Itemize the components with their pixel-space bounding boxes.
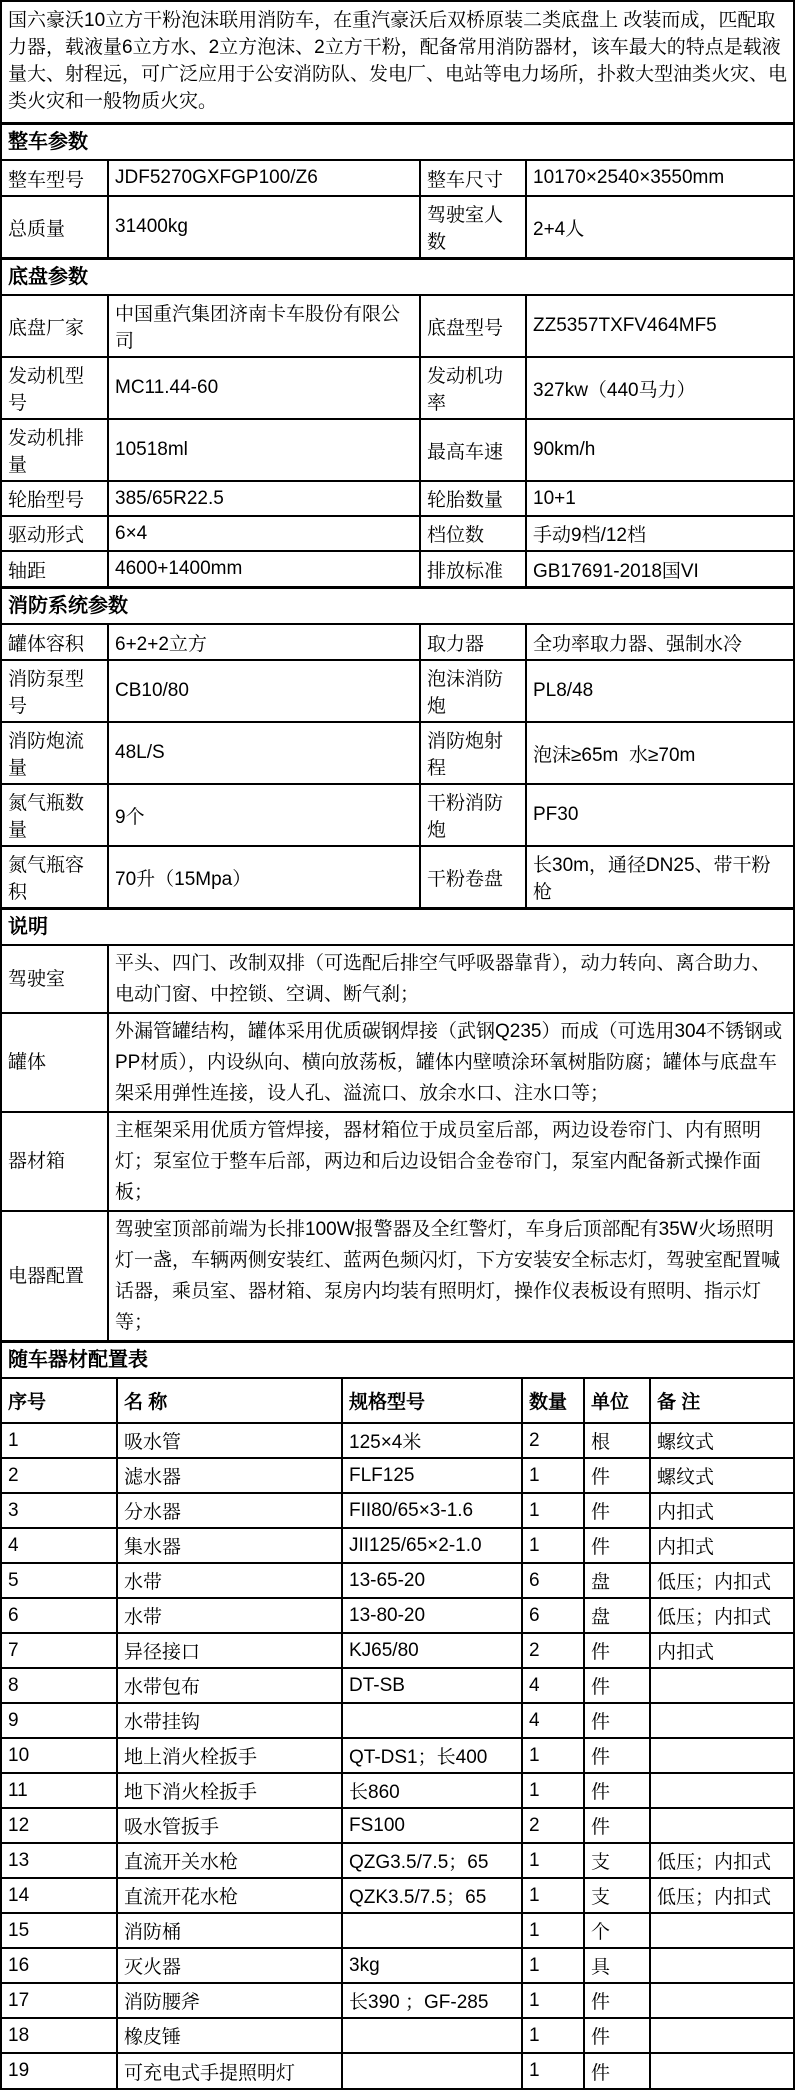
note-content: 驾驶室顶部前端为长排100W报警器及全红警灯，车身后顶部配有35W火场照明灯一盏，车辆两侧安装红、蓝两色频闪灯，下方安装安全标志灯，驾驶室配置喊话器，乘员室、器材箱、泵房内均装有照明灯，操作仪表板设有照明、指示灯等； — [108, 1211, 793, 1340]
equip-spec: DT-SB — [342, 1668, 522, 1703]
table-row — [2, 1668, 793, 1703]
param-label: 氮气瓶容积 — [2, 846, 108, 907]
equip-name: 水带包布 — [117, 1668, 342, 1703]
note-content: 平头、四门、改制双排（可选配后排空气呼吸器靠背），动力转向、离合助力、电动门窗、中控锁、空调、断气刹； — [108, 946, 793, 1013]
equip-index: 14 — [2, 1878, 117, 1913]
equip-index: 8 — [2, 1668, 117, 1703]
note-content: 主框架采用优质方管焊接，器材箱位于成员室后部，两边设卷帘门、内有照明灯；泵室位于整车后部，两边和后边设铝合金卷帘门，泵室内配备新式操作面板； — [108, 1112, 793, 1211]
equip-spec: QZK3.5/7.5；65 — [342, 1878, 522, 1913]
table-row — [2, 1493, 793, 1528]
equip-unit: 件 — [584, 1668, 650, 1703]
equip-qty: 4 — [522, 1668, 584, 1703]
note-label: 电器配置 — [2, 1211, 108, 1340]
equip-spec: 长860 — [342, 1773, 522, 1808]
param-value: MC11.44-60 — [108, 357, 420, 419]
table-row — [2, 516, 793, 551]
equip-name: 水带挂钩 — [117, 1703, 342, 1738]
col-header-spec: 规格型号 — [342, 1379, 522, 1423]
equip-unit: 件 — [584, 2053, 650, 2088]
equip-index: 17 — [2, 1983, 117, 2018]
equip-qty: 1 — [522, 1843, 584, 1878]
section-title-notes: 说明 — [2, 907, 793, 946]
table-row — [2, 946, 793, 1013]
param-value: 长30m，通径DN25、带干粉枪 — [526, 846, 793, 907]
equip-unit: 件 — [584, 2018, 650, 2053]
equip-unit: 件 — [584, 1738, 650, 1773]
equip-unit: 具 — [584, 1948, 650, 1983]
equip-name: 滤水器 — [117, 1458, 342, 1493]
param-label: 发动机排量 — [2, 419, 108, 481]
equip-spec: 125×4米 — [342, 1423, 522, 1458]
param-value: 中国重汽集团济南卡车股份有限公司 — [108, 296, 420, 357]
param-label: 排放标准 — [420, 551, 526, 586]
param-value: 手动9档/12档 — [526, 516, 793, 551]
equip-spec: JII125/65×2-1.0 — [342, 1528, 522, 1563]
equip-index: 15 — [2, 1913, 117, 1948]
equip-remark: 内扣式 — [650, 1493, 793, 1528]
table-row — [2, 1843, 793, 1878]
equip-name: 直流开花水枪 — [117, 1878, 342, 1913]
table-row — [2, 660, 793, 722]
equip-spec: KJ65/80 — [342, 1633, 522, 1668]
param-label: 氮气瓶数量 — [2, 784, 108, 846]
equip-spec: FII80/65×3-1.6 — [342, 1493, 522, 1528]
equip-qty: 1 — [522, 1493, 584, 1528]
equip-spec: QT-DS1；长400 — [342, 1738, 522, 1773]
equip-spec — [342, 1913, 522, 1948]
equip-name: 直流开关水枪 — [117, 1843, 342, 1878]
param-label: 干粉消防炮 — [420, 784, 526, 846]
param-value: 9个 — [108, 784, 420, 846]
param-label: 驱动形式 — [2, 516, 108, 551]
note-label: 驾驶室 — [2, 946, 108, 1013]
equip-remark: 低压；内扣式 — [650, 1878, 793, 1913]
param-label: 整车尺寸 — [420, 161, 526, 196]
param-value: JDF5270GXFGP100/Z6 — [108, 161, 420, 196]
param-label: 最高车速 — [420, 419, 526, 481]
param-label: 泡沫消防炮 — [420, 660, 526, 722]
param-value: CB10/80 — [108, 660, 420, 722]
param-label: 轴距 — [2, 551, 108, 586]
equip-spec: 13-80-20 — [342, 1598, 522, 1633]
col-header-name: 名 称 — [117, 1379, 342, 1423]
equip-remark — [650, 1668, 793, 1703]
equip-qty: 6 — [522, 1598, 584, 1633]
equip-remark — [650, 1983, 793, 2018]
equip-name: 集水器 — [117, 1528, 342, 1563]
table-row — [2, 625, 793, 660]
equip-index: 18 — [2, 2018, 117, 2053]
section-title-chassis-params: 底盘参数 — [2, 257, 793, 296]
section-title-vehicle-params: 整车参数 — [2, 122, 793, 161]
equip-remark — [650, 1948, 793, 1983]
table-row — [2, 161, 793, 196]
equip-unit: 件 — [584, 1808, 650, 1843]
equip-remark: 低压；内扣式 — [650, 1563, 793, 1598]
param-label: 消防炮射程 — [420, 722, 526, 784]
equip-name: 分水器 — [117, 1493, 342, 1528]
equip-index: 1 — [2, 1423, 117, 1458]
param-label: 底盘型号 — [420, 296, 526, 357]
col-header-remark: 备 注 — [650, 1379, 793, 1423]
equip-remark: 内扣式 — [650, 1528, 793, 1563]
equip-qty: 2 — [522, 1423, 584, 1458]
table-row — [2, 1013, 793, 1112]
table-row — [2, 1458, 793, 1493]
equip-unit: 支 — [584, 1878, 650, 1913]
table-row — [2, 1211, 793, 1340]
equip-remark — [650, 1808, 793, 1843]
equip-remark: 内扣式 — [650, 1633, 793, 1668]
note-label: 器材箱 — [2, 1112, 108, 1211]
param-label: 干粉卷盘 — [420, 846, 526, 907]
table-row — [2, 722, 793, 784]
param-label: 发动机功率 — [420, 357, 526, 419]
table-row — [2, 1598, 793, 1633]
equip-unit: 盘 — [584, 1563, 650, 1598]
equip-index: 9 — [2, 1703, 117, 1738]
param-value: 90km/h — [526, 419, 793, 481]
table-row — [2, 1913, 793, 1948]
param-value: 6+2+2立方 — [108, 625, 420, 660]
table-row — [2, 1703, 793, 1738]
equip-spec — [342, 2053, 522, 2088]
table-row — [2, 1563, 793, 1598]
equip-spec — [342, 2018, 522, 2053]
param-value: PF30 — [526, 784, 793, 846]
equip-qty: 1 — [522, 1948, 584, 1983]
param-value: 31400kg — [108, 196, 420, 257]
param-label: 罐体容积 — [2, 625, 108, 660]
equip-name: 吸水管扳手 — [117, 1808, 342, 1843]
equip-spec: QZG3.5/7.5；65 — [342, 1843, 522, 1878]
equip-remark: 低压；内扣式 — [650, 1843, 793, 1878]
equip-remark — [650, 1703, 793, 1738]
equip-name: 消防桶 — [117, 1913, 342, 1948]
equip-remark: 低压；内扣式 — [650, 1598, 793, 1633]
equip-qty: 1 — [522, 1773, 584, 1808]
fire-system-params-table — [2, 625, 793, 907]
equip-unit: 件 — [584, 1458, 650, 1493]
equip-name: 吸水管 — [117, 1423, 342, 1458]
vehicle-params-table — [2, 161, 793, 257]
equip-spec: 3kg — [342, 1948, 522, 1983]
table-row — [2, 1738, 793, 1773]
section-title-equipment-list: 随车器材配置表 — [2, 1340, 793, 1379]
equip-qty: 1 — [522, 1878, 584, 1913]
equip-spec — [342, 1703, 522, 1738]
equip-spec: FLF125 — [342, 1458, 522, 1493]
param-label: 档位数 — [420, 516, 526, 551]
table-row — [2, 2018, 793, 2053]
equip-qty: 6 — [522, 1563, 584, 1598]
equip-spec: FS100 — [342, 1808, 522, 1843]
equip-unit: 件 — [584, 1493, 650, 1528]
equip-qty: 1 — [522, 1913, 584, 1948]
equip-index: 3 — [2, 1493, 117, 1528]
table-row — [2, 2053, 793, 2088]
param-value: PL8/48 — [526, 660, 793, 722]
equip-qty: 1 — [522, 1738, 584, 1773]
param-label: 整车型号 — [2, 161, 108, 196]
equip-unit: 件 — [584, 1703, 650, 1738]
equip-index: 4 — [2, 1528, 117, 1563]
param-value: 泡沫≥65m 水≥70m — [526, 722, 793, 784]
param-value: 10518ml — [108, 419, 420, 481]
param-label: 驾驶室人数 — [420, 196, 526, 257]
equip-index: 19 — [2, 2053, 117, 2088]
equip-name: 地上消火栓扳手 — [117, 1738, 342, 1773]
param-label: 总质量 — [2, 196, 108, 257]
equip-qty: 2 — [522, 1808, 584, 1843]
table-row — [2, 1633, 793, 1668]
param-value: 2+4人 — [526, 196, 793, 257]
equip-name: 灭火器 — [117, 1948, 342, 1983]
chassis-params-table — [2, 296, 793, 586]
equip-qty: 1 — [522, 1458, 584, 1493]
section-title-fire-system-params: 消防系统参数 — [2, 586, 793, 625]
table-row — [2, 1983, 793, 2018]
param-value: 10+1 — [526, 481, 793, 516]
param-value: ZZ5357TXFV464MF5 — [526, 296, 793, 357]
equip-remark: 螺纹式 — [650, 1423, 793, 1458]
table-row — [2, 846, 793, 907]
param-label: 轮胎型号 — [2, 481, 108, 516]
col-header-qty: 数量 — [522, 1379, 584, 1423]
col-header-index: 序号 — [2, 1379, 117, 1423]
equip-index: 10 — [2, 1738, 117, 1773]
equip-unit: 件 — [584, 1983, 650, 2018]
equip-name: 可充电式手提照明灯 — [117, 2053, 342, 2088]
param-value: 10170×2540×3550mm — [526, 161, 793, 196]
equip-remark — [650, 2018, 793, 2053]
table-row — [2, 481, 793, 516]
param-label: 轮胎数量 — [420, 481, 526, 516]
equip-name: 异径接口 — [117, 1633, 342, 1668]
notes-table — [2, 946, 793, 1340]
equip-qty: 4 — [522, 1703, 584, 1738]
table-row — [2, 1808, 793, 1843]
param-value: 327kw（440马力） — [526, 357, 793, 419]
equip-name: 水带 — [117, 1598, 342, 1633]
equip-index: 2 — [2, 1458, 117, 1493]
equip-index: 11 — [2, 1773, 117, 1808]
equip-unit: 盘 — [584, 1598, 650, 1633]
table-row — [2, 1528, 793, 1563]
equip-spec: 13-65-20 — [342, 1563, 522, 1598]
equip-remark — [650, 1738, 793, 1773]
equip-name: 消防腰斧 — [117, 1983, 342, 2018]
equip-unit: 件 — [584, 1773, 650, 1808]
equip-qty: 1 — [522, 1983, 584, 2018]
equip-spec: 长390 ；GF-285 — [342, 1983, 522, 2018]
table-row — [2, 357, 793, 419]
param-value: 4600+1400mm — [108, 551, 420, 586]
col-header-unit: 单位 — [584, 1379, 650, 1423]
equip-unit: 件 — [584, 1528, 650, 1563]
equip-unit: 个 — [584, 1913, 650, 1948]
equip-index: 6 — [2, 1598, 117, 1633]
equip-qty: 1 — [522, 2018, 584, 2053]
equipment-header-row — [2, 1379, 793, 1423]
equip-name: 水带 — [117, 1563, 342, 1598]
equip-index: 12 — [2, 1808, 117, 1843]
equip-index: 13 — [2, 1843, 117, 1878]
table-row — [2, 1423, 793, 1458]
table-row — [2, 1948, 793, 1983]
equip-index: 7 — [2, 1633, 117, 1668]
table-row — [2, 551, 793, 586]
intro-paragraph: 国六豪沃10立方干粉泡沫联用消防车，在重汽豪沃后双桥原装二类底盘上 改装而成，匹配取力器，载液量6立方水、2立方泡沫、2立方干粉，配备常用消防器材，该车最大的特点是载液量大、射程远，可广泛应用于公安消防队、发电厂、电站等电力场所，扑救大型油类火灾、电类火灾和一般物质火灾。 — [8, 10, 788, 112]
param-value: 全功率取力器、强制水冷 — [526, 625, 793, 660]
equip-unit: 支 — [584, 1843, 650, 1878]
param-value: 385/65R22.5 — [108, 481, 420, 516]
table-row — [2, 419, 793, 481]
table-row — [2, 296, 793, 357]
param-value: 6×4 — [108, 516, 420, 551]
equip-qty: 1 — [522, 1528, 584, 1563]
equip-name: 地下消火栓扳手 — [117, 1773, 342, 1808]
param-label: 取力器 — [420, 625, 526, 660]
equip-index: 5 — [2, 1563, 117, 1598]
param-value: 48L/S — [108, 722, 420, 784]
param-label: 消防泵型号 — [2, 660, 108, 722]
table-row — [2, 196, 793, 257]
equip-unit: 件 — [584, 1633, 650, 1668]
equip-remark — [650, 1913, 793, 1948]
equip-remark — [650, 2053, 793, 2088]
param-label: 发动机型号 — [2, 357, 108, 419]
note-content: 外漏管罐结构，罐体采用优质碳钢焊接（武钢Q235）而成（可选用304不锈钢或PP材质），内设纵向、横向放荡板，罐体内壁喷涂环氧树脂防腐；罐体与底盘车架采用弹性连接，设人孔、溢流口、放余水口、注水口等； — [108, 1013, 793, 1112]
equipment-table — [2, 1379, 793, 2088]
equip-qty: 2 — [522, 1633, 584, 1668]
equip-unit: 根 — [584, 1423, 650, 1458]
param-value: GB17691-2018国VI — [526, 551, 793, 586]
table-row — [2, 1112, 793, 1211]
note-label: 罐体 — [2, 1013, 108, 1112]
equip-name: 橡皮锤 — [117, 2018, 342, 2053]
param-label: 消防炮流量 — [2, 722, 108, 784]
equip-remark — [650, 1773, 793, 1808]
equip-index: 16 — [2, 1948, 117, 1983]
equip-qty: 1 — [522, 2053, 584, 2088]
table-row — [2, 784, 793, 846]
param-value: 70升（15Mpa） — [108, 846, 420, 907]
equip-remark: 螺纹式 — [650, 1458, 793, 1493]
table-row — [2, 1773, 793, 1808]
table-row — [2, 1878, 793, 1913]
param-label: 底盘厂家 — [2, 296, 108, 357]
